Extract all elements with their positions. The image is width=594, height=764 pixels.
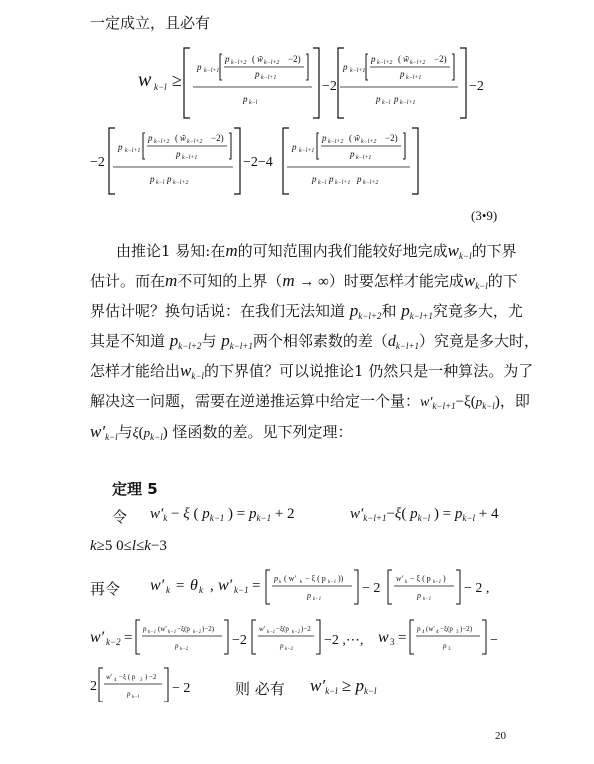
svg-text:w′: w′	[396, 574, 404, 583]
svg-text:k−l+2: k−l+2	[231, 60, 247, 66]
svg-text:−2: −2	[469, 79, 484, 94]
svg-text:w: w	[378, 629, 389, 646]
svg-text:=: =	[252, 578, 261, 594]
svg-text:k−2: k−2	[106, 637, 121, 647]
svg-text:− 2 ,: − 2 ,	[464, 581, 490, 596]
svg-text:k−l+1: k−l+1	[299, 148, 315, 154]
paragraph-line-5: 怎样才能给出$w_{k-l}$的下界值？可以说推论1 仍然只是一种算法。为了	[90, 361, 534, 381]
svg-text:p: p	[167, 174, 172, 184]
svg-text:p: p	[280, 642, 284, 650]
svg-text:p: p	[175, 642, 179, 650]
svg-text:−2): −2)	[288, 54, 301, 64]
svg-text:k: k	[279, 580, 282, 585]
svg-text:k−l: k−l	[132, 695, 139, 700]
svg-text:w̃: w̃	[354, 133, 361, 143]
svg-text:p: p	[255, 69, 260, 79]
svg-text:k−l+2: k−l+2	[173, 180, 189, 186]
intro-text: 一定成立，且必有	[90, 14, 211, 32]
svg-text:θ: θ	[190, 577, 198, 594]
svg-text:k−1: k−1	[423, 597, 432, 602]
svg-text:k−l+2: k−l+2	[410, 60, 426, 66]
svg-text:≥: ≥	[172, 70, 182, 90]
svg-text:k−l+1: k−l+1	[182, 155, 198, 161]
paragraph-line-2: 估计。而在m不可知的上界（m → ∞）时要怎样才能完成$w_{k-l}$的下	[90, 271, 518, 291]
svg-text:k−l+1: k−l+1	[400, 100, 416, 106]
svg-text:k−l: k−l	[156, 180, 165, 186]
paragraph-line-1: 由推论1 易知:在m的可知范围内我们能较好地完成$w_{k-l}$的下界	[116, 241, 517, 261]
svg-text:p: p	[148, 133, 153, 143]
svg-text:k−l: k−l	[318, 180, 327, 186]
svg-text:p: p	[350, 149, 355, 159]
svg-text:p: p	[243, 94, 248, 104]
svg-text:,: ,	[210, 578, 214, 594]
svg-text:k−l+2: k−l+2	[361, 139, 377, 145]
conclusion-label: 则 必有	[235, 680, 285, 698]
svg-text:k−2: k−2	[193, 630, 202, 635]
range-condition: k≥5 0≤l≤k−3	[90, 538, 167, 554]
svg-text:−2): −2)	[211, 133, 224, 143]
svg-text:=: =	[124, 630, 133, 646]
condition-1: $w'_k - \xi$ ( $p_{k-1}$ ) = $p_{k-1} + 2$	[150, 506, 295, 523]
svg-text:k−l+2: k−l+2	[154, 139, 170, 145]
svg-text:w: w	[138, 69, 152, 91]
svg-text:k−l+1: k−l+1	[335, 180, 351, 186]
svg-text:p: p	[394, 94, 399, 104]
recursive-definitions	[0, 562, 594, 702]
svg-text:k−l+1: k−l+1	[125, 148, 141, 154]
svg-text:p: p	[417, 625, 421, 633]
svg-text:p: p	[322, 133, 327, 143]
svg-text:p: p	[118, 142, 123, 152]
theorem-ling: 令	[112, 508, 128, 526]
svg-text:)−2): )−2)	[460, 625, 473, 633]
svg-text:−: −	[490, 633, 498, 648]
svg-text:−2: −2	[232, 633, 247, 648]
svg-text:k: k	[405, 580, 408, 585]
svg-text:3: 3	[448, 647, 451, 652]
svg-text:p: p	[176, 149, 181, 159]
svg-text:p: p	[197, 62, 202, 72]
svg-text:−ξ ( p: −ξ ( p	[119, 673, 136, 681]
svg-text:k−l+2: k−l+2	[328, 139, 344, 145]
svg-text:k: k	[300, 580, 303, 585]
svg-text:3: 3	[456, 630, 459, 635]
svg-text:k−l+1: k−l+1	[204, 68, 220, 74]
svg-text:w′: w′	[218, 577, 233, 594]
svg-text:k−l+2: k−l+2	[377, 60, 393, 66]
svg-text:p: p	[400, 69, 405, 79]
paragraph-line-6: 解决这一问题，需要在逆递推运算中给定一个量：$w'_{k-l+1}-\xi(p_{k-l})$，即	[90, 392, 530, 411]
svg-text:p: p	[376, 94, 381, 104]
svg-text:p: p	[150, 174, 155, 184]
svg-text:(: (	[349, 133, 352, 143]
svg-text:−2): −2)	[434, 54, 447, 64]
svg-text:k−l+1: k−l+1	[261, 75, 277, 81]
svg-text:k: k	[199, 585, 203, 595]
svg-text:−2): −2)	[385, 133, 398, 143]
svg-text:− ξ ( p: − ξ ( p	[305, 574, 326, 583]
svg-text:p: p	[417, 591, 421, 600]
svg-text:w′: w′	[106, 673, 113, 681]
svg-text:k−l: k−l	[382, 100, 391, 106]
svg-text:=: =	[176, 578, 185, 594]
svg-text:4: 4	[114, 678, 117, 683]
svg-text:k−1: k−1	[234, 585, 249, 595]
svg-text:(w′: (w′	[426, 625, 435, 633]
svg-text:2: 2	[90, 679, 97, 694]
svg-text:k−1: k−1	[267, 630, 276, 635]
svg-text:k−l: k−l	[154, 82, 167, 92]
svg-text:w′: w′	[90, 629, 105, 646]
condition-2: $w'_{k-l+1}-\xi$( $p_{k-l}$ ) = $p_{k-l} + 4$	[350, 506, 499, 523]
paragraph-line-3: 界估计呢？换句话说：在我们无法知道 $p_{k-l+2}$和 $p_{k-l+1}$究竟多大，尤	[90, 301, 523, 321]
theorem-title: 定理 5	[112, 480, 158, 498]
svg-text:k−2: k−2	[292, 630, 301, 635]
svg-text:p: p	[312, 174, 317, 184]
svg-text:−ξ(p: −ξ(p	[177, 625, 190, 633]
svg-text:p: p	[357, 174, 362, 184]
svg-text:4: 4	[436, 630, 439, 635]
svg-text:− ξ ( p: − ξ ( p	[410, 574, 431, 583]
svg-text:)−2: )−2	[301, 625, 311, 633]
svg-text:w̃: w̃	[180, 133, 187, 143]
svg-text:k−1: k−1	[168, 630, 177, 635]
svg-text:k−l+2: k−l+2	[187, 139, 203, 145]
svg-text:k−1: k−1	[328, 580, 337, 585]
svg-text:) −2: ) −2	[145, 673, 157, 681]
svg-text:)): ))	[338, 574, 344, 583]
svg-text:w̃: w̃	[403, 54, 410, 64]
svg-text:k−l+2: k−l+2	[264, 60, 280, 66]
svg-text:3: 3	[390, 637, 395, 647]
svg-text:k−l+1: k−l+1	[350, 68, 366, 74]
svg-text:− 2: − 2	[362, 581, 381, 596]
svg-text:p: p	[329, 174, 334, 184]
svg-text:p: p	[143, 625, 147, 633]
svg-text:p: p	[443, 642, 447, 650]
svg-text:k−2: k−2	[180, 647, 189, 652]
svg-text:k−1: k−1	[313, 597, 322, 602]
svg-text:w′: w′	[259, 625, 266, 633]
svg-text:p: p	[307, 591, 311, 600]
svg-text:k−2: k−2	[285, 647, 294, 652]
svg-text:p: p	[127, 690, 131, 698]
inequality-3-9	[0, 40, 594, 200]
svg-text:(: (	[398, 54, 401, 64]
svg-text:4: 4	[422, 630, 425, 635]
svg-text:−2 ,⋯,: −2 ,⋯,	[324, 633, 364, 648]
svg-text:−2: −2	[322, 79, 337, 94]
svg-text:p: p	[225, 54, 230, 64]
svg-text:− 2: − 2	[172, 681, 191, 696]
svg-text:k−l: k−l	[249, 100, 258, 106]
paragraph-line-7: $w'_{k-l}$与$\xi(p_{k-l})$ 怪函数的差。见下列定理：	[90, 422, 353, 442]
svg-text:p: p	[274, 574, 278, 583]
svg-text:w̃: w̃	[257, 54, 264, 64]
conclusion-formula: $w'_{k-l} \ge p_{k-l}$	[310, 676, 377, 696]
svg-text:−2: −2	[90, 155, 105, 170]
svg-text:): )	[443, 574, 446, 583]
svg-text:(: (	[175, 133, 178, 143]
svg-text:−2−4: −2−4	[243, 155, 273, 170]
zai-ling-label: 再令	[90, 580, 121, 598]
svg-text:k−1: k−1	[148, 630, 157, 635]
svg-text:k−1: k−1	[433, 580, 442, 585]
paragraph-line-4: 其是不知道 $p_{k-l+2}$与 $p_{k-l+1}$两个相邻素数的差$(d_{k-l+1})$究竟是多大时，	[90, 331, 540, 351]
svg-text:(w′: (w′	[158, 625, 167, 633]
svg-text:−ξ(p: −ξ(p	[276, 625, 289, 633]
svg-text:k−l+1: k−l+1	[406, 75, 422, 81]
svg-text:3: 3	[140, 678, 143, 683]
svg-text:p: p	[343, 62, 348, 72]
page-number: 20	[495, 730, 506, 742]
svg-text:k: k	[166, 585, 170, 595]
svg-text:k−l+2: k−l+2	[363, 180, 379, 186]
svg-text:w′: w′	[150, 577, 165, 594]
svg-text:)−2): )−2)	[202, 625, 215, 633]
svg-text:p: p	[292, 142, 297, 152]
svg-text:( w′: ( w′	[284, 574, 297, 583]
svg-text:−ξ(p: −ξ(p	[440, 625, 453, 633]
svg-text:k−l+1: k−l+1	[356, 155, 372, 161]
svg-text:p: p	[371, 54, 376, 64]
svg-text:(: (	[252, 54, 255, 64]
equation-number: (3•9)	[471, 208, 498, 223]
svg-text:=: =	[398, 630, 407, 646]
